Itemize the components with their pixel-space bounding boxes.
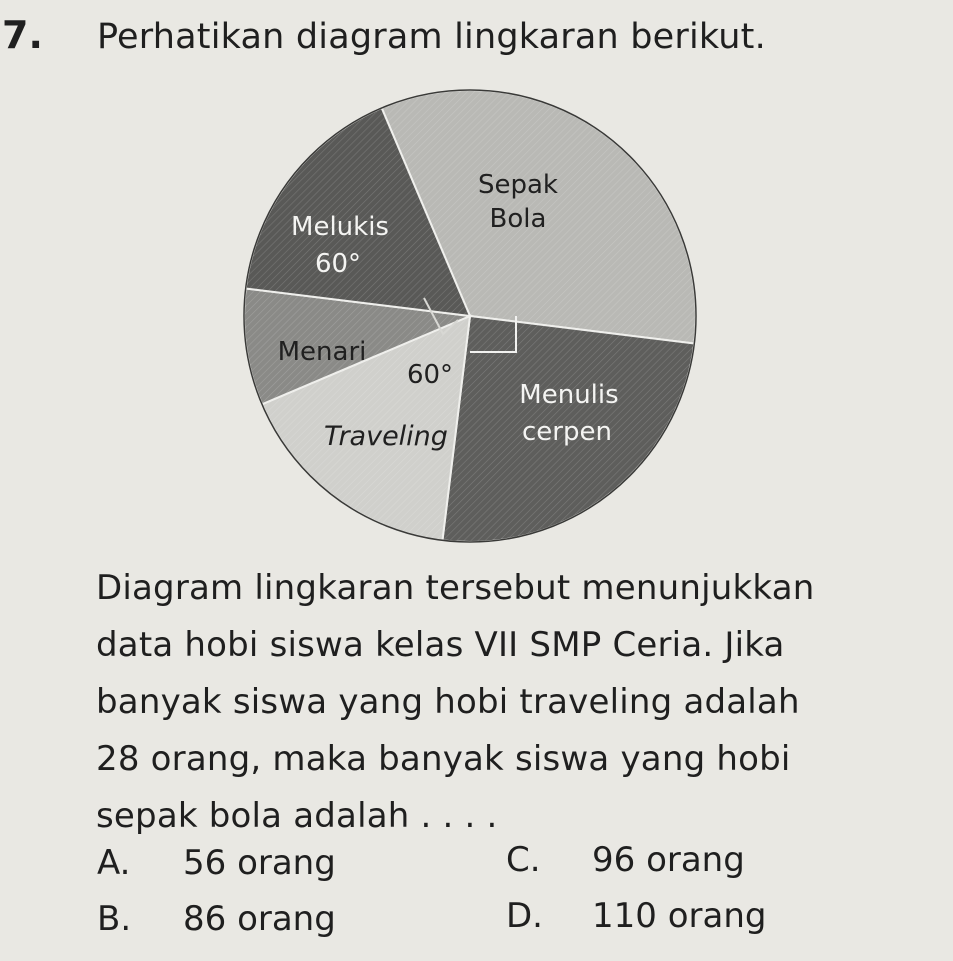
option-letter: D. [506, 896, 543, 936]
label-menulis: Menulis [519, 380, 619, 410]
body-line: sepak bola adalah . . . . [96, 796, 498, 836]
label-melukis: Melukis [291, 212, 389, 242]
question-number: 7. [2, 13, 43, 57]
option-text: 110 orang [592, 896, 767, 936]
option-text: 56 orang [183, 843, 336, 883]
option-letter: A. [97, 843, 131, 883]
option-b[interactable] [97, 899, 336, 939]
option-letter: C. [506, 840, 541, 880]
label-melukis-angle: 60° [314, 249, 362, 279]
option-text: 86 orang [183, 899, 336, 939]
option-letter: B. [97, 899, 132, 939]
option-a[interactable] [97, 843, 336, 883]
label-traveling-angle: 60° [406, 360, 454, 390]
label-bola: Bola [489, 204, 547, 234]
label-menari: Menari [277, 337, 367, 367]
option-c[interactable] [506, 840, 745, 880]
question-prompt: Perhatikan diagram lingkaran berikut. [97, 17, 766, 57]
body-line: data hobi siswa kelas VII SMP Ceria. Jika [96, 625, 785, 665]
label-cerpen: cerpen [522, 417, 612, 447]
body-line: banyak siswa yang hobi traveling adalah [96, 682, 800, 722]
label-sepak: Sepak [478, 170, 558, 200]
option-text: 96 orang [592, 840, 745, 880]
option-d[interactable] [506, 896, 767, 936]
label-traveling: Traveling [324, 421, 448, 452]
body-line: Diagram lingkaran tersebut menunjukkan [96, 568, 815, 608]
body-line: 28 orang, maka banyak siswa yang hobi [96, 739, 791, 779]
question-body [96, 560, 896, 845]
